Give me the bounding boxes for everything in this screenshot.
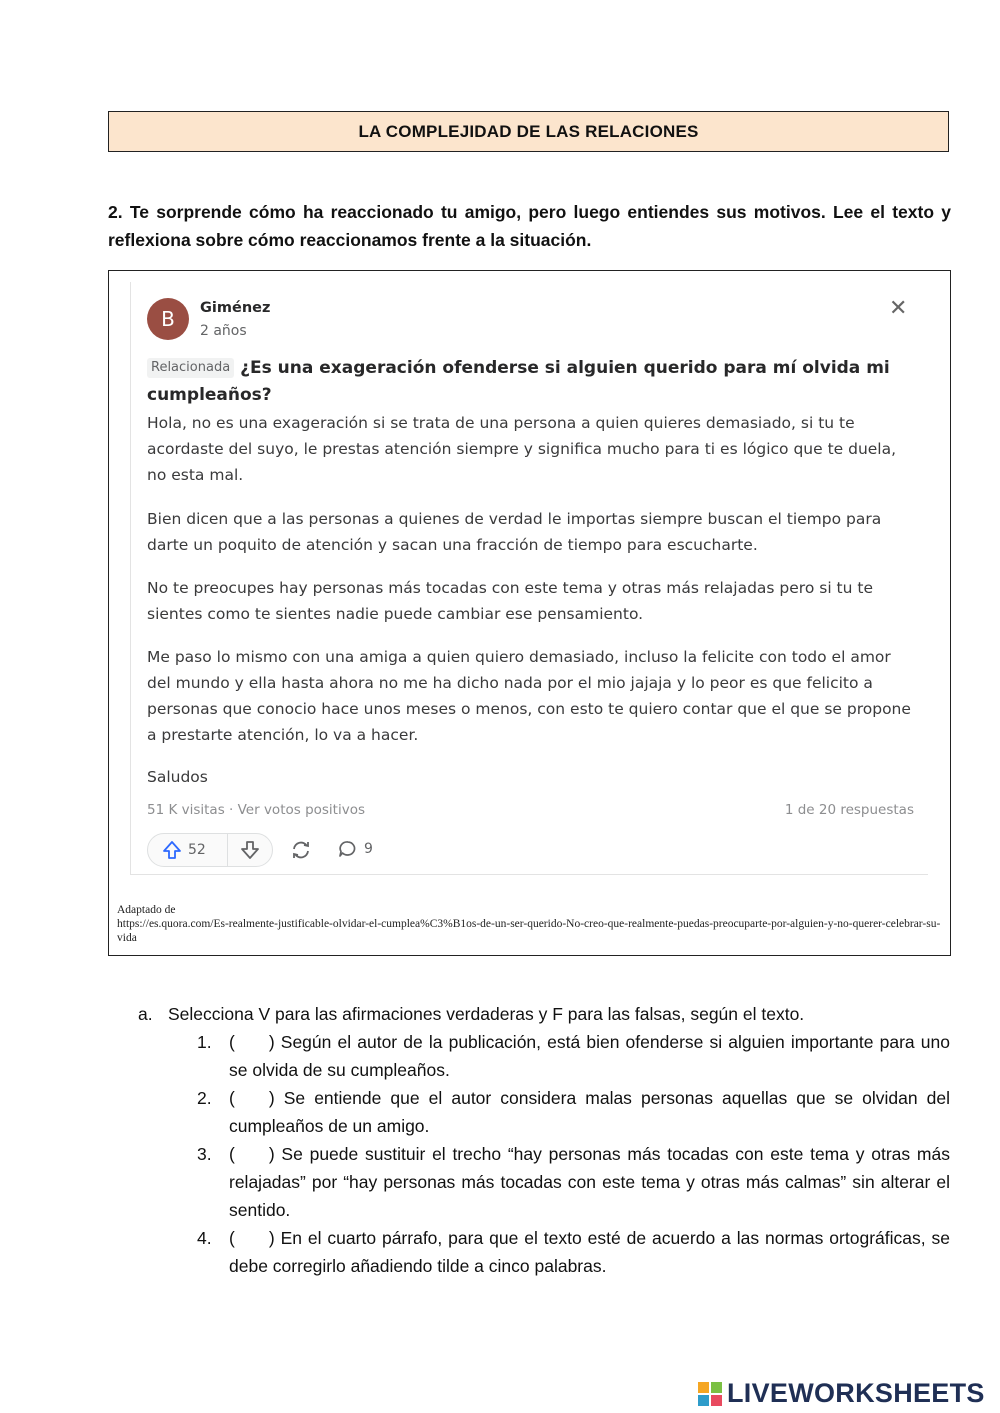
- worksheet-title-text: LA COMPLEJIDAD DE LAS RELACIONES: [358, 121, 699, 141]
- upvote-arrow-icon: [162, 840, 182, 860]
- downvote-arrow-icon: [240, 840, 260, 860]
- post-age: 2 años: [200, 323, 247, 339]
- list-item: [197, 1140, 950, 1224]
- item-text: ( ) En el cuarto párrafo, para que el texto esté de acuerdo a las normas ortográficas, se debe corregirlo añadiendo tilde a cinco palabras.: [229, 1228, 950, 1276]
- item-text: ( ) Según el autor de la publicación, está bien ofenderse si alguien importante para uno se olvida de su cumpleaños.: [229, 1032, 950, 1080]
- avatar[interactable]: B: [147, 298, 189, 340]
- item-text: ( ) Se puede sustituir el trecho “hay personas más tocadas con este tema y otras más relajadas” por “hay personas más tocadas con este tema y otras más calmas” sin alterar el sentido.: [229, 1144, 950, 1220]
- list-item: [197, 1084, 950, 1140]
- source-label: Adaptado de: [117, 904, 176, 916]
- answer-signoff: Saludos: [147, 768, 208, 786]
- true-false-list: [197, 1028, 950, 1280]
- answer-paragraph: Me paso lo mismo con una amiga a quien quiero demasiado, incluso la felicite con todo el amor del mundo y ella hasta ahora no me ha dicho nada por el mio jajaja y lo peor es que felicito a personas que conocio hace unos meses o menos, con esto te quiero contar que el que se propone a prestarte atención, lo va a hacer.: [147, 648, 911, 744]
- answer-paragraph: Hola, no es una exageración si se trata de una persona a quien quieres demasiado, si tu te acordaste del suyo, le prestas atención siempre y significa mucho para ti es lógico que te duela, no esta mal.: [147, 414, 897, 484]
- question-prompt: 2. Te sorprende cómo ha reaccionado tu amigo, pero luego entiendes sus motivos. Lee el texto y reflexiona sobre cómo reaccionamos frente a la situación.: [108, 202, 951, 250]
- upvote-button[interactable]: [148, 834, 228, 866]
- answer-paragraph: No te preocupes hay personas más tocadas con este tema y otras más relajadas pero si tu te sientes como te sientes nadie puede cambiar ese pensamiento.: [147, 579, 873, 623]
- worksheet-title: [108, 111, 949, 152]
- upvote-count: 52: [188, 842, 206, 858]
- close-icon[interactable]: ✕: [889, 296, 908, 321]
- related-badge: Relacionada: [147, 358, 234, 378]
- downvote-button[interactable]: [228, 840, 272, 860]
- share-refresh-icon: [289, 838, 313, 862]
- item-text: ( ) Se entiende que el autor considera malas personas aquellas que se olvidan del cumpleaños de un amigo.: [229, 1088, 950, 1136]
- list-item: [197, 1224, 950, 1280]
- related-question-text: ¿Es una exageración ofenderse si alguien querido para mí olvida mi cumpleaños?: [147, 358, 890, 405]
- views-count[interactable]: 51 K visitas · Ver votos positivos: [147, 802, 366, 818]
- comment-bubble-icon: [337, 838, 359, 860]
- liveworksheets-logo[interactable]: [697, 1378, 985, 1409]
- related-question[interactable]: [147, 355, 907, 409]
- task-instruction-text: Selecciona V para las afirmaciones verdaderas y F para las falsas, según el texto.: [168, 1004, 805, 1024]
- source-url: https://es.quora.com/Es-realmente-justificable-olvidar-el-cumplea%C3%B1os-de-un-ser-querido-No-creo-que-realmente-puedas-preocuparte-por-alguien-y-no-querer-celebrar-su-vida: [117, 918, 941, 944]
- task-marker: a.: [138, 1004, 153, 1024]
- comment-count: 9: [364, 841, 373, 857]
- item-number: 4.: [197, 1228, 212, 1248]
- quora-answer-card: [130, 282, 928, 875]
- author-name[interactable]: Giménez: [200, 300, 271, 316]
- answer-position: 1 de 20 respuestas: [784, 802, 914, 818]
- item-number: 3.: [197, 1144, 212, 1164]
- vote-pill: [147, 833, 273, 867]
- share-button[interactable]: [289, 838, 313, 866]
- task-instruction: [138, 1000, 804, 1028]
- list-item: [197, 1028, 950, 1084]
- comments-button[interactable]: [337, 838, 373, 860]
- liveworksheets-logo-icon: [697, 1381, 723, 1407]
- item-number: 1.: [197, 1032, 212, 1052]
- source-citation: [117, 903, 943, 945]
- item-number: 2.: [197, 1088, 212, 1108]
- answer-paragraph: Bien dicen que a las personas a quienes de verdad le importas siempre buscan el tiempo para darte un poquito de atención y sacan una fracción de tiempo para escucharte.: [147, 510, 882, 554]
- logo-text: LIVEWORKSHEETS: [727, 1378, 985, 1408]
